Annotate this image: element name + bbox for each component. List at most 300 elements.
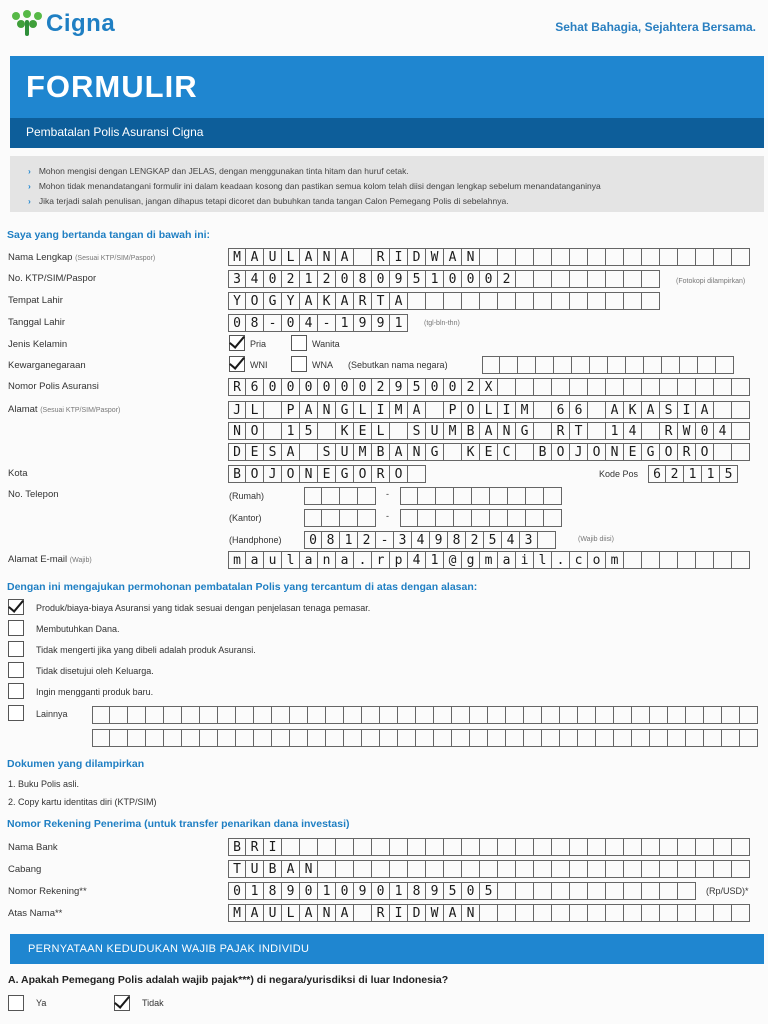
- char-cell: 9: [354, 882, 372, 900]
- char-cell: 3: [520, 531, 538, 549]
- char-cell: W: [426, 248, 444, 266]
- char-cell: p: [390, 551, 408, 569]
- char-cell: @: [444, 551, 462, 569]
- char-cell: [560, 706, 578, 724]
- char-cell: [732, 904, 750, 922]
- pria-checkbox[interactable]: [229, 335, 245, 351]
- char-cell: [660, 551, 678, 569]
- char-cell: [344, 729, 362, 747]
- char-cell: [678, 882, 696, 900]
- reason-4-label: Tidak disetujui oleh Keluarga.: [36, 666, 154, 676]
- char-cell: [480, 838, 498, 856]
- char-cell: [218, 706, 236, 724]
- char-cell: [590, 356, 608, 374]
- char-cell: [534, 860, 552, 878]
- char-cell: E: [624, 443, 642, 461]
- char-cell: X: [480, 378, 498, 396]
- char-cell: [588, 904, 606, 922]
- char-cell: [508, 487, 526, 505]
- char-cell: O: [246, 465, 264, 483]
- char-cell: A: [480, 422, 498, 440]
- char-cell: K: [624, 401, 642, 419]
- char-cell: [482, 356, 500, 374]
- char-cell: a: [300, 551, 318, 569]
- reason-5-label: Ingin mengganti produk baru.: [36, 687, 154, 697]
- char-cell: O: [462, 401, 480, 419]
- char-cell: [678, 860, 696, 878]
- char-cell: [506, 729, 524, 747]
- char-cell: C: [498, 443, 516, 461]
- char-cell: [570, 860, 588, 878]
- char-cell: [454, 487, 472, 505]
- tanggal-lahir-label: Tanggal Lahir: [8, 317, 66, 328]
- char-cell: [606, 248, 624, 266]
- alamat-line-1[interactable]: [228, 401, 750, 419]
- char-cell: D: [408, 248, 426, 266]
- char-cell: n: [318, 551, 336, 569]
- wni-checkbox[interactable]: [229, 356, 245, 372]
- email-label: Alamat E-mail (Wajib): [8, 554, 92, 565]
- char-cell: A: [336, 292, 354, 310]
- char-cell: S: [660, 401, 678, 419]
- tagline: Sehat Bahagia, Sejahtera Bersama.: [555, 20, 756, 34]
- char-cell: [444, 292, 462, 310]
- tax-question: A. Apakah Pemegang Polis adalah wajib pajak***) di negara/yurisdiksi di luar Indonesia?: [8, 974, 449, 986]
- char-cell: [732, 860, 750, 878]
- char-cell: [218, 729, 236, 747]
- char-cell: L: [372, 422, 390, 440]
- char-cell: [578, 706, 596, 724]
- char-cell: [552, 292, 570, 310]
- char-cell: T: [228, 860, 246, 878]
- char-cell: [552, 248, 570, 266]
- char-cell: [552, 378, 570, 396]
- char-cell: [554, 356, 572, 374]
- char-cell: A: [444, 248, 462, 266]
- char-cell: 0: [264, 270, 282, 288]
- reason-6-checkbox[interactable]: [8, 705, 24, 721]
- char-cell: [318, 838, 336, 856]
- char-cell: L: [282, 248, 300, 266]
- char-cell: [588, 838, 606, 856]
- char-cell: [480, 292, 498, 310]
- reason-4-checkbox[interactable]: [8, 662, 24, 678]
- char-cell: [642, 378, 660, 396]
- char-cell: O: [246, 422, 264, 440]
- char-cell: [182, 706, 200, 724]
- char-cell: 3: [228, 270, 246, 288]
- char-cell: [470, 729, 488, 747]
- char-cell: [588, 882, 606, 900]
- char-cell: [716, 356, 734, 374]
- char-cell: o: [588, 551, 606, 569]
- char-cell: 1: [318, 882, 336, 900]
- telp-handphone-label: (Handphone): [229, 535, 282, 545]
- char-cell: [552, 904, 570, 922]
- char-cell: [660, 248, 678, 266]
- telp-kantor-label: (Kantor): [229, 513, 262, 523]
- char-cell: [434, 729, 452, 747]
- char-cell: A: [300, 904, 318, 922]
- char-cell: R: [372, 248, 390, 266]
- char-cell: 2: [498, 270, 516, 288]
- char-cell: [632, 706, 650, 724]
- char-cell: [698, 356, 716, 374]
- char-cell: [498, 882, 516, 900]
- char-cell: O: [282, 465, 300, 483]
- lainnya-field-line-1[interactable]: [92, 706, 758, 724]
- char-cell: [354, 248, 372, 266]
- char-cell: [588, 292, 606, 310]
- char-cell: [624, 292, 642, 310]
- alamat-line-3[interactable]: [228, 443, 750, 461]
- char-cell: [488, 729, 506, 747]
- char-cell: [272, 729, 290, 747]
- instruction-item: › Mohon mengisi dengan LENGKAP dan JELAS, dengan menggunakan tinta hitam dan huruf cetak.: [28, 164, 764, 179]
- char-cell: [426, 838, 444, 856]
- char-cell: [642, 551, 660, 569]
- instructions-box: [10, 156, 764, 212]
- char-cell: [416, 729, 434, 747]
- char-cell: R: [372, 465, 390, 483]
- char-cell: R: [246, 838, 264, 856]
- char-cell: [498, 838, 516, 856]
- char-cell: [588, 401, 606, 419]
- char-cell: A: [336, 904, 354, 922]
- char-cell: [434, 706, 452, 724]
- char-cell: 0: [318, 378, 336, 396]
- wna-label: WNA: [312, 360, 333, 370]
- char-cell: [340, 509, 358, 527]
- char-cell: [264, 401, 282, 419]
- char-cell: B: [264, 860, 282, 878]
- char-cell: E: [354, 422, 372, 440]
- char-cell: [340, 487, 358, 505]
- char-cell: N: [318, 248, 336, 266]
- char-cell: [642, 860, 660, 878]
- char-cell: 1: [246, 882, 264, 900]
- char-cell: [740, 729, 758, 747]
- char-cell: [596, 729, 614, 747]
- char-cell: 6: [648, 465, 666, 483]
- ya-checkbox[interactable]: [8, 995, 24, 1011]
- char-cell: [164, 706, 182, 724]
- wanita-checkbox[interactable]: [291, 335, 307, 351]
- char-cell: 3: [394, 531, 412, 549]
- char-cell: 5: [480, 882, 498, 900]
- char-cell: [644, 356, 662, 374]
- char-cell: [614, 706, 632, 724]
- char-cell: [678, 378, 696, 396]
- char-cell: E: [318, 465, 336, 483]
- char-cell: [714, 904, 732, 922]
- char-cell: [668, 729, 686, 747]
- char-cell: [732, 838, 750, 856]
- char-cell: [606, 882, 624, 900]
- char-cell: [704, 706, 722, 724]
- char-cell: .: [354, 551, 372, 569]
- char-cell: [534, 882, 552, 900]
- char-cell: E: [480, 443, 498, 461]
- char-cell: 1: [336, 314, 354, 332]
- char-cell: 1: [300, 270, 318, 288]
- char-cell: [606, 292, 624, 310]
- char-cell: R: [552, 422, 570, 440]
- char-cell: [318, 422, 336, 440]
- char-cell: [146, 729, 164, 747]
- char-cell: A: [390, 292, 408, 310]
- char-cell: [624, 378, 642, 396]
- check-mark-icon: [229, 332, 245, 349]
- char-cell: [642, 248, 660, 266]
- char-cell: 8: [408, 882, 426, 900]
- handphone-field[interactable]: [304, 531, 556, 549]
- char-cell: [660, 904, 678, 922]
- char-cell: 0: [300, 882, 318, 900]
- char-cell: 0: [444, 378, 462, 396]
- char-cell: A: [696, 401, 714, 419]
- char-cell: [426, 292, 444, 310]
- char-cell: [164, 729, 182, 747]
- char-cell: T: [570, 422, 588, 440]
- char-cell: M: [390, 401, 408, 419]
- char-cell: [696, 378, 714, 396]
- char-cell: [372, 860, 390, 878]
- char-cell: [542, 706, 560, 724]
- char-cell: [732, 378, 750, 396]
- char-cell: [704, 729, 722, 747]
- char-cell: [454, 509, 472, 527]
- char-cell: [300, 443, 318, 461]
- char-cell: I: [390, 904, 408, 922]
- dash: -: [386, 511, 389, 521]
- char-cell: G: [642, 443, 660, 461]
- char-cell: [452, 706, 470, 724]
- char-cell: 1: [606, 422, 624, 440]
- char-cell: [516, 248, 534, 266]
- char-cell: g: [462, 551, 480, 569]
- char-cell: [596, 706, 614, 724]
- cigna-logo: [12, 10, 115, 38]
- char-cell: [650, 706, 668, 724]
- check-mark-icon: [114, 992, 130, 1009]
- char-cell: [714, 248, 732, 266]
- char-cell: [472, 509, 490, 527]
- char-cell: [418, 509, 436, 527]
- char-cell: [578, 729, 596, 747]
- char-cell: [472, 487, 490, 505]
- char-cell: 0: [696, 422, 714, 440]
- char-cell: K: [336, 422, 354, 440]
- char-cell: 2: [462, 378, 480, 396]
- telp-rumah-label: (Rumah): [229, 491, 265, 501]
- char-cell: 1: [282, 422, 300, 440]
- alamat-line-2[interactable]: [228, 422, 750, 440]
- char-cell: [526, 509, 544, 527]
- bank-heading: Nomor Rekening Penerima (untuk transfer penarikan dana investasi): [7, 818, 350, 830]
- char-cell: m: [606, 551, 624, 569]
- nomor-polis-field[interactable]: [228, 378, 750, 396]
- char-cell: [516, 270, 534, 288]
- char-cell: [444, 838, 462, 856]
- char-cell: [408, 465, 426, 483]
- char-cell: [624, 838, 642, 856]
- char-cell: [336, 860, 354, 878]
- email-field[interactable]: [228, 551, 750, 569]
- char-cell: 0: [354, 378, 372, 396]
- char-cell: [624, 248, 642, 266]
- char-cell: m: [228, 551, 246, 569]
- telp-rumah-number-field[interactable]: [400, 487, 562, 505]
- dash: -: [386, 489, 389, 499]
- char-cell: A: [300, 248, 318, 266]
- char-cell: [534, 378, 552, 396]
- instruction-item: › Jika terjadi salah penulisan, jangan dihapus tetapi dicoret dan bubuhkan tanda tangan Calon Pemegang Polis di sebelahnya.: [28, 194, 764, 209]
- char-cell: [660, 882, 678, 900]
- char-cell: M: [228, 904, 246, 922]
- char-cell: N: [408, 443, 426, 461]
- tempat-lahir-field[interactable]: [228, 292, 660, 310]
- char-cell: 2: [372, 378, 390, 396]
- telp-rumah-area-field[interactable]: [304, 487, 376, 505]
- kewarganegaraan-label: Kewarganegaraan: [8, 360, 86, 371]
- wni-label: WNI: [250, 360, 268, 370]
- char-cell: 8: [322, 531, 340, 549]
- reason-2-checkbox[interactable]: [8, 620, 24, 636]
- char-cell: [516, 882, 534, 900]
- char-cell: S: [264, 443, 282, 461]
- tidak-label: Tidak: [142, 998, 164, 1008]
- atas-nama-field[interactable]: [228, 904, 750, 922]
- char-cell: [354, 838, 372, 856]
- char-cell: [110, 706, 128, 724]
- char-cell: 1: [390, 314, 408, 332]
- char-cell: 4: [300, 314, 318, 332]
- atas-nama-label: Atas Nama**: [8, 908, 63, 919]
- kode-pos-field[interactable]: [648, 465, 738, 483]
- char-cell: 1: [702, 465, 720, 483]
- char-cell: [606, 904, 624, 922]
- char-cell: N: [300, 860, 318, 878]
- char-cell: [264, 422, 282, 440]
- char-cell: [390, 838, 408, 856]
- nomor-rekening-field[interactable]: [228, 882, 696, 900]
- kota-field[interactable]: [228, 465, 426, 483]
- char-cell: O: [696, 443, 714, 461]
- char-cell: [362, 729, 380, 747]
- char-cell: [358, 487, 376, 505]
- char-cell: [714, 443, 732, 461]
- wna-checkbox[interactable]: [291, 356, 307, 372]
- check-mark-icon: [8, 596, 24, 613]
- char-cell: I: [678, 401, 696, 419]
- reason-3-checkbox[interactable]: [8, 641, 24, 657]
- char-cell: [490, 509, 508, 527]
- char-cell: 6: [246, 378, 264, 396]
- wanita-label: Wanita: [312, 339, 340, 349]
- char-cell: l: [282, 551, 300, 569]
- char-cell: [722, 729, 740, 747]
- char-cell: M: [228, 248, 246, 266]
- char-cell: [372, 838, 390, 856]
- reason-1-checkbox[interactable]: [8, 599, 24, 615]
- char-cell: [732, 248, 750, 266]
- nama-bank-field[interactable]: [228, 838, 750, 856]
- char-cell: 0: [282, 378, 300, 396]
- char-cell: [390, 422, 408, 440]
- telp-kantor-area-field[interactable]: [304, 509, 376, 527]
- char-cell: 9: [282, 882, 300, 900]
- reason-5-checkbox[interactable]: [8, 683, 24, 699]
- char-cell: [110, 729, 128, 747]
- telp-kantor-number-field[interactable]: [400, 509, 562, 527]
- char-cell: m: [480, 551, 498, 569]
- char-cell: [678, 551, 696, 569]
- char-cell: [660, 838, 678, 856]
- char-cell: A: [606, 401, 624, 419]
- char-cell: A: [246, 904, 264, 922]
- char-cell: 4: [502, 531, 520, 549]
- char-cell: [660, 860, 678, 878]
- char-cell: M: [354, 443, 372, 461]
- ktp-field[interactable]: [228, 270, 660, 288]
- char-cell: r: [372, 551, 390, 569]
- char-cell: B: [534, 443, 552, 461]
- negara-field[interactable]: [482, 356, 734, 374]
- char-cell: U: [264, 248, 282, 266]
- cabang-field[interactable]: [228, 860, 750, 878]
- nama-label: Nama Lengkap (Sesuai KTP/SIM/Paspor): [8, 252, 156, 263]
- char-cell: [322, 509, 340, 527]
- lainnya-field-line-2[interactable]: [92, 729, 758, 747]
- char-cell: N: [498, 422, 516, 440]
- char-cell: I: [264, 838, 282, 856]
- char-cell: [570, 904, 588, 922]
- char-cell: A: [282, 860, 300, 878]
- char-cell: [588, 248, 606, 266]
- char-cell: 0: [462, 270, 480, 288]
- char-cell: [304, 487, 322, 505]
- char-cell: a: [246, 551, 264, 569]
- char-cell: [714, 838, 732, 856]
- char-cell: [740, 706, 758, 724]
- char-cell: [200, 706, 218, 724]
- tanggal-lahir-field[interactable]: [228, 314, 408, 332]
- tidak-checkbox[interactable]: [114, 995, 130, 1011]
- wna-note: (Sebutkan nama negara): [348, 360, 448, 370]
- char-cell: 1: [426, 551, 444, 569]
- char-cell: O: [588, 443, 606, 461]
- char-cell: P: [282, 401, 300, 419]
- check-mark-icon: [229, 353, 245, 370]
- char-cell: [426, 401, 444, 419]
- char-cell: 0: [426, 378, 444, 396]
- char-cell: 2: [358, 531, 376, 549]
- char-cell: G: [336, 401, 354, 419]
- char-cell: [498, 904, 516, 922]
- char-cell: [326, 729, 344, 747]
- char-cell: 5: [720, 465, 738, 483]
- char-cell: 4: [408, 551, 426, 569]
- char-cell: [624, 860, 642, 878]
- char-cell: [696, 551, 714, 569]
- page-header: [0, 0, 768, 50]
- nama-bank-label: Nama Bank: [8, 842, 58, 853]
- nama-field[interactable]: [228, 248, 750, 266]
- char-cell: [308, 729, 326, 747]
- char-cell: [524, 706, 542, 724]
- char-cell: N: [606, 443, 624, 461]
